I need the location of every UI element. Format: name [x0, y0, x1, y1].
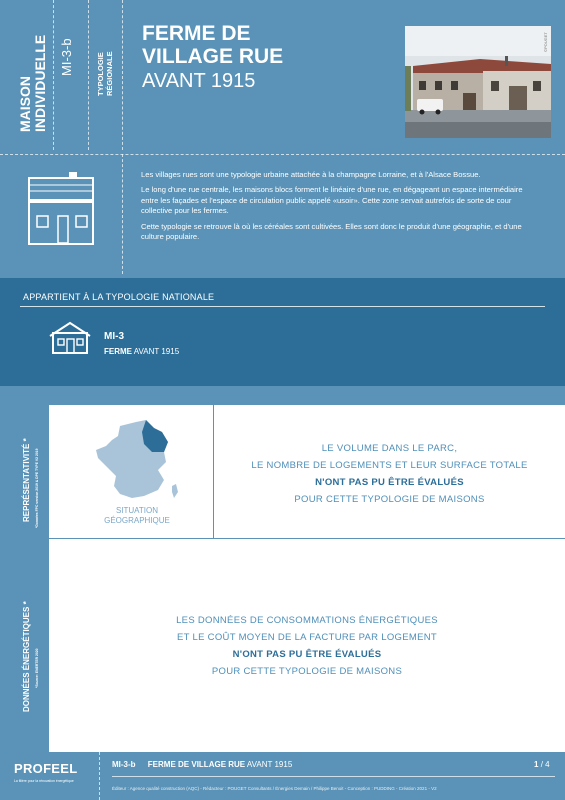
representativity-label: REPRÉSENTATIVITÉ *: [22, 438, 31, 522]
energy-label: DONNÉES ÉNERGÉTIQUES *: [22, 601, 31, 712]
national-typology-code: MI-3: [104, 331, 124, 342]
footer-rule: [112, 776, 555, 777]
intro-divider: [122, 154, 123, 274]
map-caption: SITUATION GÉOGRAPHIQUE: [104, 506, 170, 525]
header-divider: [122, 0, 123, 150]
house-photo: [405, 26, 551, 138]
typology-label: TYPOLOGIE RÉGIONALE: [96, 51, 114, 96]
farm-house-icon: [48, 321, 92, 360]
energy-message: LES DONNÉES DE CONSOMMATIONS ÉNERGÉTIQUES ET LE COÛT MOYEN DE LA FACTURE PAR LOGEMENT N'ONT PAS PU ÊTRE ÉVALUÉS POUR CETTE TYPOLOGIE DE MAISONS: [176, 615, 438, 677]
band-rule: [20, 306, 545, 307]
header-divider: [53, 0, 54, 150]
intro-paragraph: Cette typologie se retrouve là où les céréales sont cultivées. Elles sont donc le produit d'une géographie, et d'une culture populaire.: [141, 221, 522, 242]
page-number: 1 / 4: [534, 760, 550, 769]
house-code: MI-3-b: [59, 38, 74, 76]
national-typology-label: APPARTIENT À LA TYPOLOGIE NATIONALE: [23, 292, 215, 302]
representativity-message: LE VOLUME DANS LE PARC, LE NOMBRE DE LOGEMENTS ET LEUR SURFACE TOTALE N'ONT PAS PU ÊTRE ÉVALUÉS POUR CETTE TYPOLOGIE DE MAISONS: [251, 443, 528, 505]
page-title: FERME DE VILLAGE RUE: [142, 22, 284, 68]
footer-title: MI-3-b FERME DE VILLAGE RUE AVANT 1915: [112, 760, 293, 769]
france-map: [92, 418, 184, 511]
intro-text: [141, 170, 539, 247]
footer-credits: Éditeur : Agence qualité construction (AQC) - Rédacteur : POUGET Consultants / Énergies Demain / Philippe Benoit - Conception : PUDDING - Création 2021 - V2: [112, 786, 437, 791]
section-divider: [0, 154, 565, 155]
national-typology-name: FERME AVANT 1915: [104, 347, 180, 356]
page-period: AVANT 1915: [142, 70, 256, 92]
intro-paragraph: Le long d'une rue centrale, les maisons blocs forment le linéaire d'une rue, en dégageant un espace intermédiaire entre les façades et l'espace de circulation public appelé «usoir». Cette zone servait autrefois de sorte de cour collective pour les fermes.: [141, 185, 523, 216]
profeel-logo: [14, 762, 94, 783]
category-label: MAISON INDIVIDUELLE: [17, 34, 48, 132]
logo-text: PROFEEL: [14, 761, 78, 776]
house-icon: [28, 172, 94, 251]
footer-divider: [99, 752, 100, 800]
energy-source: *Source: ENERTER 2020: [35, 648, 39, 688]
logo-tagline: La filière pour la rénovation énergétique: [14, 779, 74, 783]
photo-credit: ©POUGET: [543, 32, 548, 52]
intro-paragraph: Les villages rues sont une typologie urbaine attachée à la champagne Lorraine, et à l'Alsace Bossue.: [141, 170, 481, 179]
representativity-source: *Données FPC version 2019 & DPE TYPE V2 2019: [35, 448, 39, 528]
header-divider: [88, 0, 89, 150]
panel-divider: [49, 538, 565, 539]
